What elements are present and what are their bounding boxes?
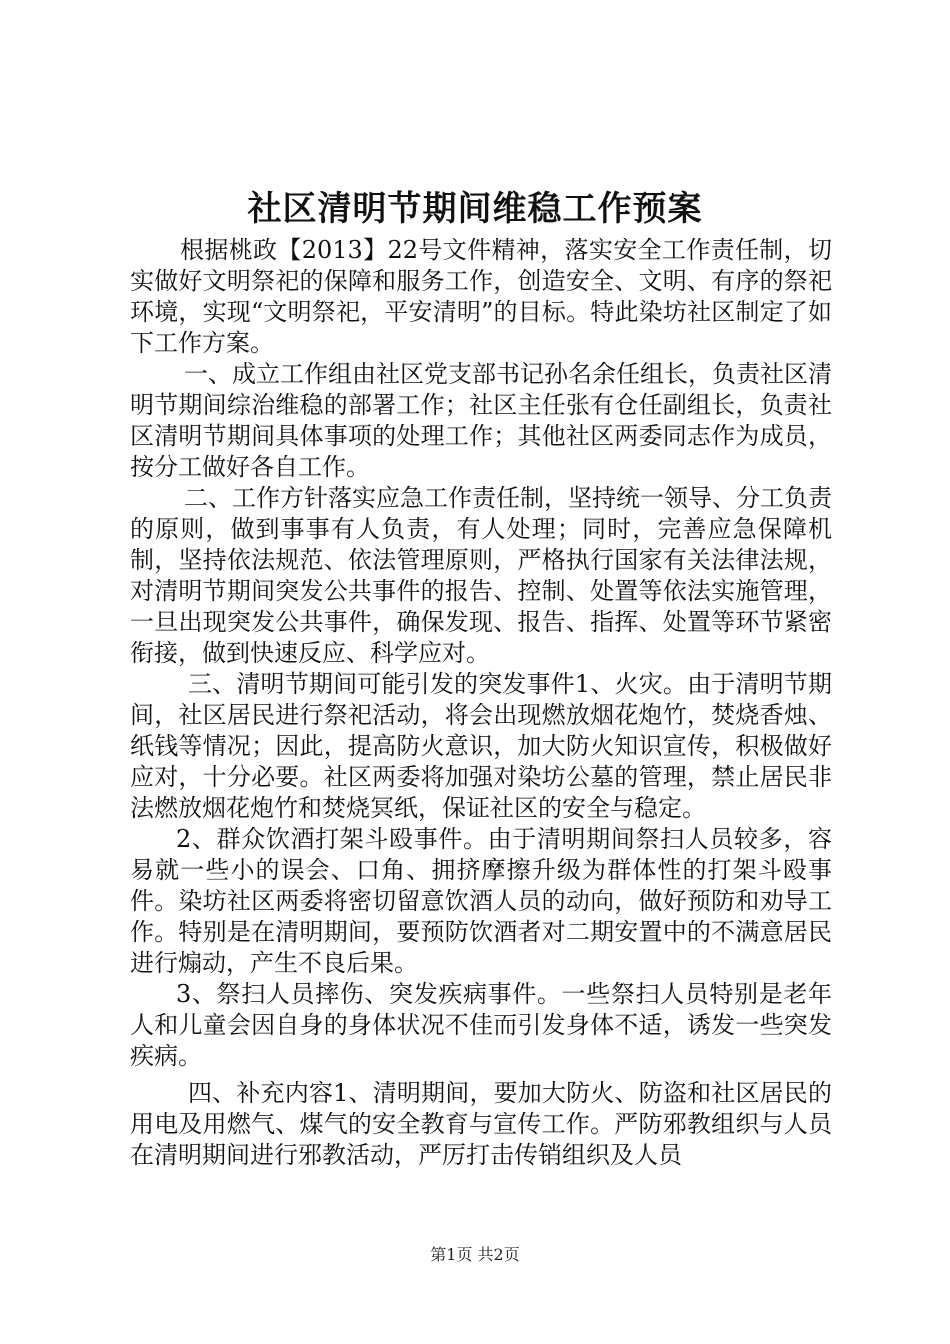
- paragraph-intro: 根据桃政【2013】22号文件精神，落实安全工作责任制，切实做好文明祭祀的保障和服务工作，创造安全、文明、有序的祭祀环境，实现“文明祭祀，平安清明”的目标。特此染坊社区制定了如下工作方案。: [130, 236, 832, 357]
- paragraph-section-4: 四、补充内容1、清明期间，要加大防火、防盗和社区居民的用电及用燃气、煤气的安全教育与宣传工作。严防邪教组织与人员在清明期间进行邪教活动，严厉打击传销组织及人员: [130, 1079, 832, 1169]
- paragraph-item-3: 3、祭扫人员摔伤、突发疾病事件。一些祭扫人员特别是老年人和儿童会因自身的身体状况不佳而引发身体不适，诱发一些突发疾病。: [130, 980, 832, 1070]
- paragraph-item-2: 2、群众饮酒打架斗殴事件。由于清明期间祭扫人员较多，容易就一些小的误会、口角、拥挤摩擦升级为群体性的打架斗殴事件。染坊社区两委将密切留意饮酒人员的动向，做好预防和劝导工作。特别是在清明期间，要预防饮酒者对二期安置中的不满意居民进行煽动，产生不良后果。: [130, 825, 832, 977]
- paragraph-section-2: 二、工作方针落实应急工作责任制，坚持统一领导、分工负责的原则，做到事事有人负责，有人处理；同时，完善应急保障机制，坚持依法规范、依法管理原则，严格执行国家有关法律法规，对清明节期间突发公共事件的报告、控制、处置等依法实施管理，一旦出现突发公共事件，确保发现、报告、指挥、处置等环节紧密衔接，做到快速反应、科学应对。: [130, 484, 832, 667]
- document-body: [130, 235, 832, 1171]
- document-title: 社区清明节期间维稳工作预案: [247, 189, 703, 229]
- page-indicator: 第1页 共2页: [430, 1245, 520, 1264]
- paragraph-section-3: 三、清明节期间可能引发的突发事件1、火灾。由于清明节期间，社区居民进行祭祀活动，将会出现燃放烟花炮竹，焚烧香烛、纸钱等情况；因此，提高防火意识，加大防火知识宣传，积极做好应对，十分必要。社区两委将加强对染坊公墓的管理，禁止居民非法燃放烟花炮竹和焚烧冥纸，保证社区的安全与稳定。: [130, 670, 832, 822]
- paragraph-section-1: 一、成立工作组由社区党支部书记孙名余任组长，负责社区清明节期间综治维稳的部署工作；社区主任张有仓任副组长，负责社区清明节期间具体事项的处理工作；其他社区两委同志作为成员，按分工做好各自工作。: [130, 360, 832, 481]
